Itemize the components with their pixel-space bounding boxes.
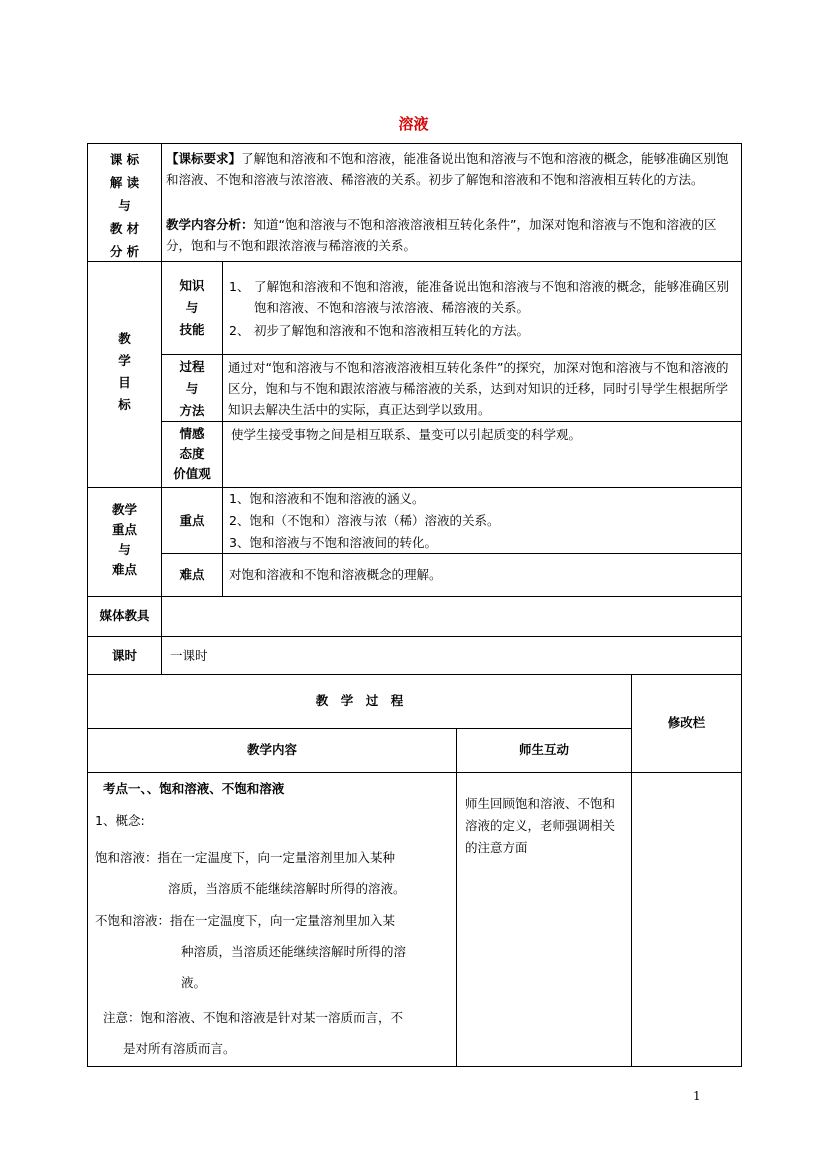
table-border	[161, 421, 742, 422]
key-points-list	[229, 488, 737, 554]
teaching-goals-label	[88, 328, 161, 416]
table-border	[87, 636, 742, 637]
table-border	[87, 261, 742, 262]
content-analysis	[166, 214, 737, 256]
definition-text: 指在一定温度下，向一定量溶剂里加入某	[170, 913, 396, 928]
key-point-one-title: 考点一、、饱和溶液、不饱和溶液	[103, 781, 285, 796]
saturated-definition	[95, 842, 455, 904]
key-difficult-points-label	[88, 500, 161, 580]
item-text: 初步了解饱和溶液和不饱和溶液相互转化的方法。	[254, 323, 530, 338]
revise-column-header: 修改栏	[667, 715, 706, 730]
interaction-column-header: 师生互动	[518, 742, 569, 757]
process-header: 教 学 过 程	[315, 693, 404, 708]
attitude-values-label	[162, 424, 222, 484]
analysis-text: 知道“饱和溶液与不饱和溶液溶液相互转化条件”，加深对饱和溶液与不饱和溶液的区分，饱和与不饱和跟浓溶液与稀溶液的关系。	[166, 217, 717, 253]
requirements-text: 了解饱和溶液和不饱和溶液，能准备说出饱和溶液与不饱和溶液的概念，能够准确区别饱和溶液、不饱和溶液与浓溶液、稀溶液的关系。初步了解饱和溶液和不饱和溶液相互转化的方法。	[166, 151, 729, 187]
period-value: 一课时	[170, 648, 208, 663]
note	[103, 1002, 458, 1064]
label-line: 教 材	[109, 221, 140, 236]
curriculum-requirements	[166, 148, 737, 190]
knowledge-item-2	[229, 320, 737, 341]
label-line: 难点	[111, 562, 137, 577]
table-border	[222, 261, 223, 487]
label-line: 与	[185, 381, 199, 396]
label-line: 与	[185, 300, 199, 315]
label-line: 与	[118, 542, 131, 557]
analysis-tag: 教学内容分析：	[166, 217, 254, 232]
label-line: 价值观	[173, 466, 211, 481]
label-line: 情感	[179, 426, 205, 441]
attitude-values-text: 使学生接受事物之间是相互联系、量变可以引起质变的科学观。	[231, 427, 582, 442]
curriculum-analysis-label	[88, 148, 161, 263]
concept-heading: 1、概念:	[95, 813, 145, 828]
content-column-header: 教学内容	[246, 742, 297, 757]
note-line: 是对所有溶质而言。	[123, 1041, 236, 1056]
requirements-tag: 【课标要求】	[166, 151, 242, 166]
table-border	[161, 354, 742, 355]
table-border	[87, 674, 742, 675]
label-line: 标	[118, 397, 131, 412]
key-points-label: 重点	[179, 513, 205, 528]
key-point-item: 3、饱和溶液与不饱和溶液间的转化。	[229, 535, 437, 550]
definition-line	[95, 842, 455, 873]
label-line: 与	[118, 198, 131, 213]
label-line: 技能	[179, 322, 205, 337]
difficult-points-text: 对饱和溶液和不饱和溶液概念的理解。	[229, 567, 442, 582]
knowledge-skills-label	[162, 275, 222, 341]
label-line: 目	[118, 375, 131, 390]
table-border	[87, 143, 742, 144]
process-method-label	[162, 356, 222, 422]
label-line: 方法	[179, 403, 205, 418]
label-line: 学	[118, 353, 131, 368]
table-border	[222, 487, 223, 596]
definition-line: 液。	[181, 975, 207, 990]
table-border	[87, 596, 742, 597]
label-line: 教	[118, 331, 131, 346]
label-line: 课 标	[109, 152, 140, 167]
page-number: 1	[693, 1089, 701, 1103]
label-line: 分 析	[109, 244, 140, 259]
interaction-text: 师生回顾饱和溶液、不饱和溶液的定义，老师强调相关的注意方面	[465, 796, 616, 855]
table-border	[87, 728, 631, 729]
key-point-item: 2、饱和（不饱和）溶液与浓（稀）溶液的关系。	[229, 513, 500, 528]
label-line: 态度	[179, 446, 205, 461]
document-title: 溶液	[398, 115, 429, 133]
label-line: 过程	[179, 359, 205, 374]
definition-text: 指在一定温度下，向一定量溶剂里加入某种	[157, 850, 396, 865]
item-text: 了解饱和溶液和不饱和溶液，能准备说出饱和溶液与不饱和溶液的概念，能够准确区别饱和溶液、不饱和溶液与浓溶液、稀溶液的关系。	[254, 279, 730, 315]
saturated-label: 饱和溶液：	[95, 850, 158, 865]
label-line: 重点	[111, 522, 137, 537]
period-label: 课时	[111, 648, 137, 663]
key-point-item: 1、饱和溶液和不饱和溶液的涵义。	[229, 491, 425, 506]
media-label: 媒体教具	[99, 608, 150, 623]
label-line: 解 读	[109, 175, 140, 190]
unsaturated-label: 不饱和溶液：	[95, 913, 171, 928]
note-line: 注意：饱和溶液、不饱和溶液是针对某一溶质而言，不	[103, 1010, 404, 1025]
table-border	[741, 143, 742, 1067]
definition-line: 种溶质，当溶质还能继续溶解时所得的溶	[181, 944, 407, 959]
label-line: 知识	[179, 278, 205, 293]
table-border	[87, 1066, 742, 1067]
definition-line	[95, 905, 455, 936]
definition-line: 溶质，当溶质不能继续溶解时所得的溶液。	[168, 881, 406, 896]
label-line: 教学	[111, 502, 137, 517]
item-number: 1、	[229, 279, 250, 294]
process-method-text: 通过对“饱和溶液与不饱和溶液溶液相互转化条件”的探究，加深对饱和溶液与不饱和溶液的区分，饱和与不饱和跟浓溶液与稀溶液的关系，达到对知识的迁移，同时引导学生根据所学知识去解决生活中的实际，真正达到学以致用。	[228, 360, 729, 417]
difficult-points-label: 难点	[179, 567, 205, 582]
table-border	[87, 772, 742, 773]
knowledge-item-1	[229, 276, 737, 318]
unsaturated-definition	[95, 905, 455, 998]
item-number: 2、	[229, 323, 250, 338]
